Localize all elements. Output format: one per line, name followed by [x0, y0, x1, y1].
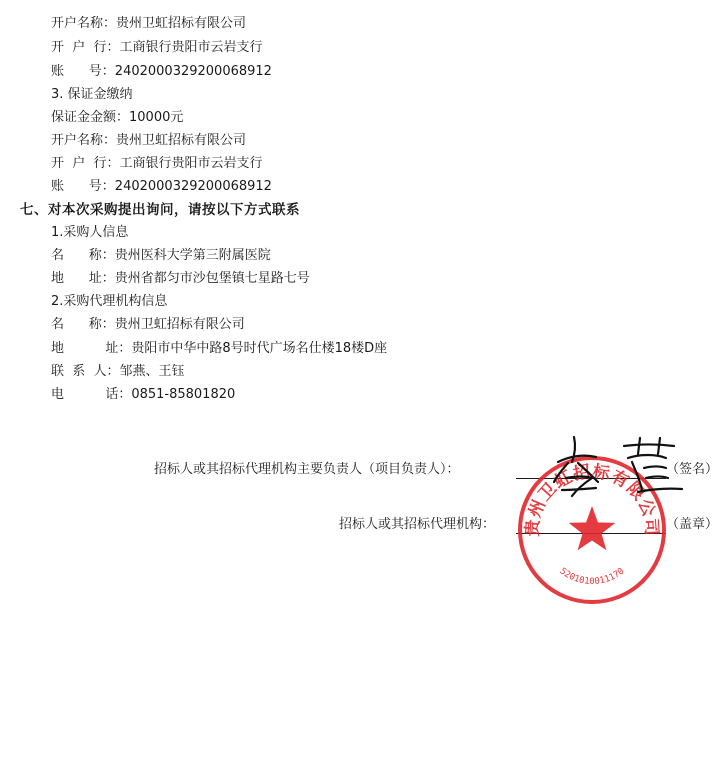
deposit-heading: 3. 保证金缴纳	[51, 87, 133, 102]
organization-stamp-label: 招标人或其招标代理机构：	[339, 517, 496, 532]
account-number-line: 账 号：2402000329200068912	[51, 64, 272, 79]
stamp-suffix: （盖章）	[666, 517, 719, 532]
account-name-line: 开户名称：贵州卫虹招标有限公司	[51, 16, 247, 31]
account-number-line: 账 号：2402000329200068912	[51, 179, 272, 194]
agency-name-line: 名 称：贵州卫虹招标有限公司	[51, 317, 245, 332]
bank-line: 开 户 行：工商银行贵阳市云岩支行	[51, 40, 263, 55]
agency-contact-line: 联 系 人：邹燕、王钰	[51, 364, 185, 379]
buyer-address-line: 地 址：贵州省都匀市沙包堡镇七星路七号	[51, 271, 310, 286]
signature-suffix: （签名）	[666, 462, 719, 477]
section-heading: 七、对本次采购提出询问，请按以下方式联系	[20, 202, 300, 218]
agency-info-heading: 2.采购代理机构信息	[51, 294, 168, 309]
agency-phone-line: 电 话：0851-85801820	[51, 387, 236, 402]
buyer-name-line: 名 称：贵州医科大学第三附属医院	[51, 248, 271, 263]
seal-number-text: 5201010011170	[557, 566, 627, 587]
agency-address-line: 地 址：贵阳市中华中路8号时代广场名仕楼18楼D座	[51, 341, 388, 356]
svg-text:5201010011170	[558, 566, 627, 587]
account-name-line: 开户名称：贵州卫虹招标有限公司	[51, 133, 247, 148]
bank-line: 开 户 行：工商银行贵阳市云岩支行	[51, 156, 263, 171]
principal-signature-label: 招标人或其招标代理机构主要负责人（项目负责人）：	[154, 462, 460, 477]
handwritten-signature	[548, 432, 718, 502]
seal-name-text: 贵州卫虹招标有限公司	[522, 461, 662, 538]
buyer-info-heading: 1.采购人信息	[51, 225, 129, 240]
deposit-amount-line: 保证金金额：10000元	[51, 110, 184, 125]
